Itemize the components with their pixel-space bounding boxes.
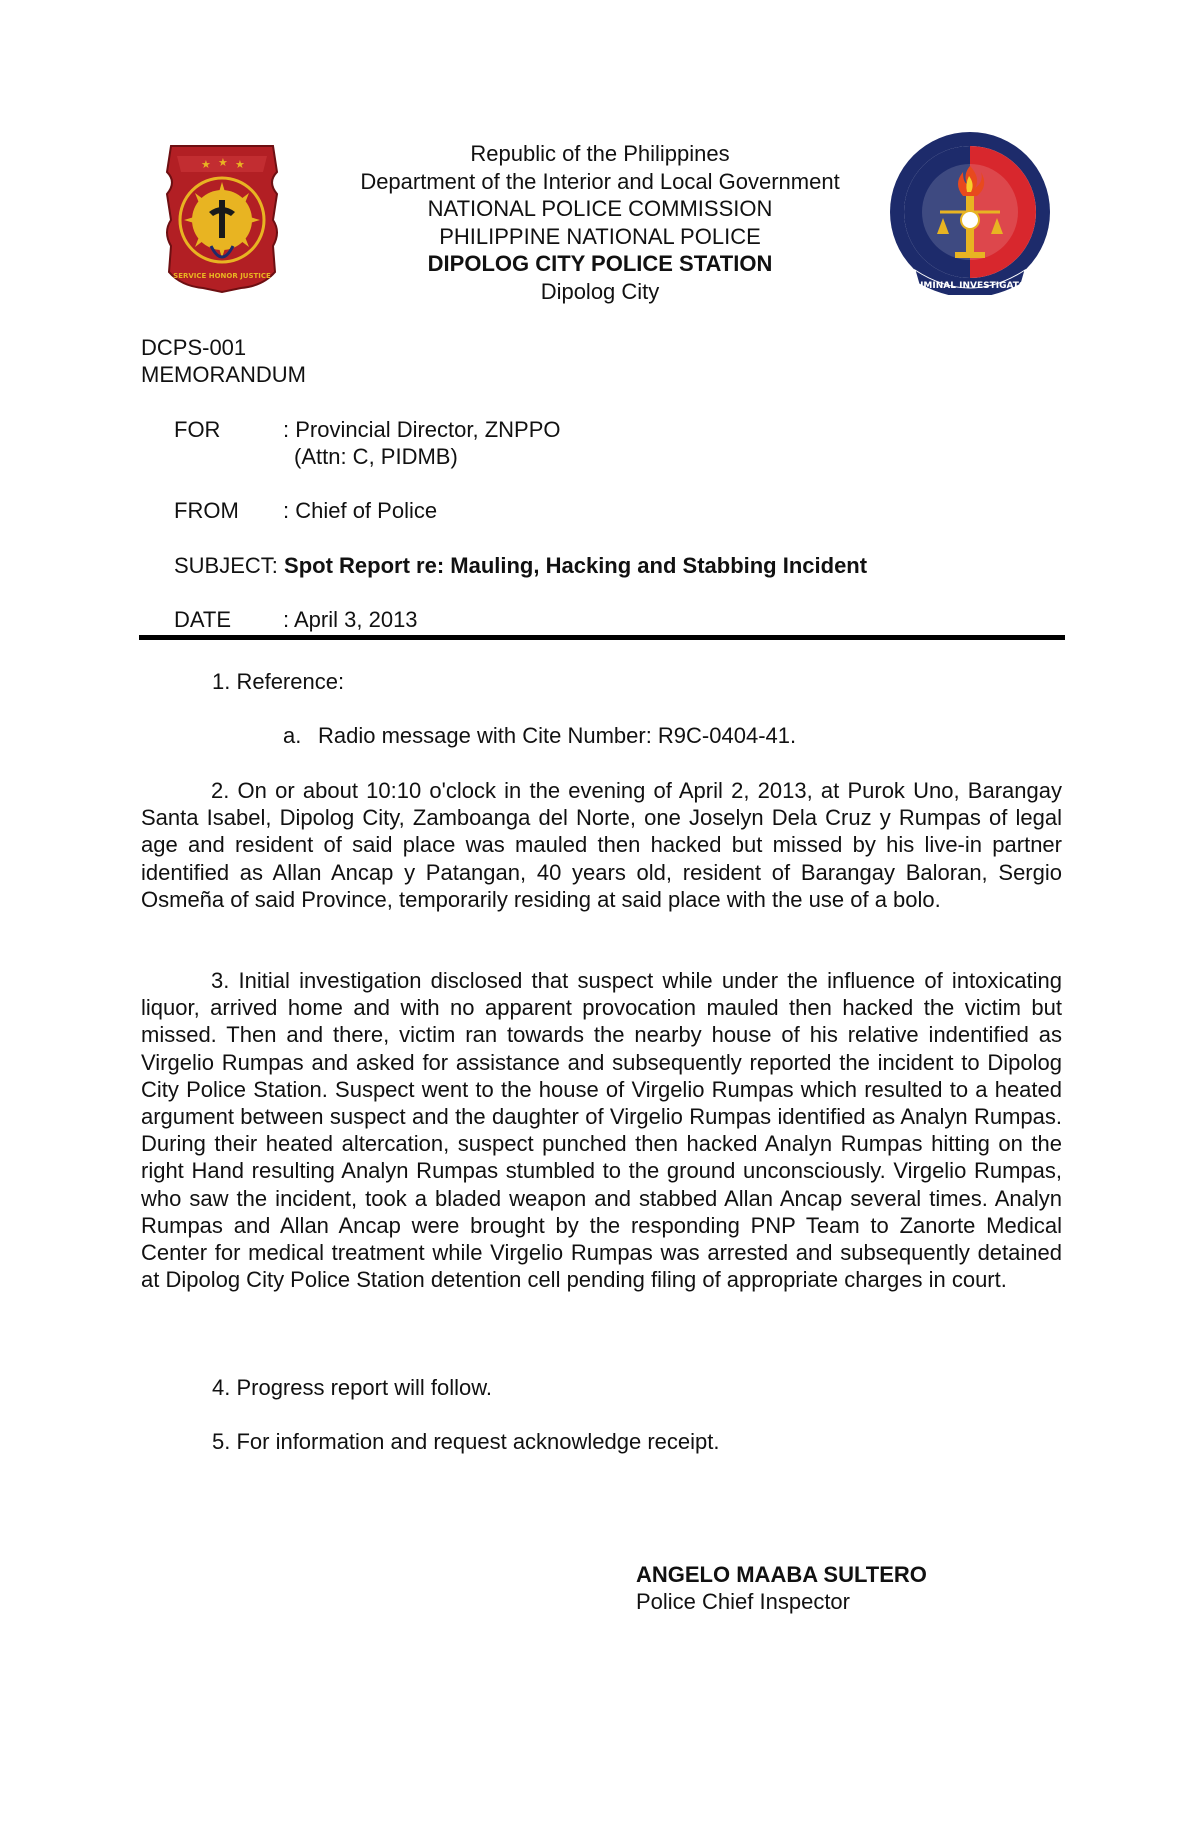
letterhead [320,140,880,305]
paragraph-2 [141,777,1062,913]
paragraph-3-text: 3. Initial investigation disclosed that suspect while under the influence of intoxicating liquor, arrived home and with no apparent provocation mauled then hacked the victim but missed. Then and there, victim ran towards the nearby house of his relative indentified as Virgelio Rumpas and asked for assistance and subsequently reported the incident to Dipolog City Police Station. Suspect went to the house of Virgelio Rumpas which resulted to a heated argument between suspect and the daughter of Virgelio Rumpas identified as Analyn Rumpas. During their heated altercation, suspect punched then hacked Analyn Rumpas hitting on the right Hand resulting Analyn Rumpas stumbled to the ground unconsciously. Virgelio Rumpas, who saw the incident, took a bladed weapon and stabbed Allan Ancap several times. Analyn Rumpas and Allan Ancap were brought by the responding PNP Team to Zanorte Medical Center for medical treatment while Virgelio Rumpas was arrested and subsequently detained at Dipolog City Police Station detention cell pending filing of appropriate charges in court. [141,968,1062,1293]
for-label: FOR [174,417,221,442]
paragraph-2-text: 2. On or about 10:10 o'clock in the evening of April 2, 2013, at Purok Uno, Barangay Santa Isabel, Dipolog City, Zamboanga del Norte, one Joselyn Dela Cruz y Rumpas of legal age and resident of said place was mauled then hacked but missed by his live-in partner identified as Allan Ancap y Patangan, 40 years old, resident of Barangay Baloran, Sergio Osmeña of said Province, temporarily residing at said place with the use of a bolo. [141,778,1062,912]
memo-title: MEMORANDUM [141,362,306,387]
for-value: : Provincial Director, ZNPPO [283,417,561,442]
reference-a-text: Radio message with Cite Number: R9C-0404-41. [318,723,797,748]
from-label: FROM [174,498,239,523]
signatory-name: ANGELO MAABA SULTERO [636,1562,927,1587]
date-value: : April 3, 2013 [283,607,418,632]
subject-value: Spot Report re: Mauling, Hacking and Stabbing Incident [284,553,868,578]
paragraph-4: 4. Progress report will follow. [212,1375,492,1400]
svg-text:★: ★ [218,156,228,169]
subject-label: SUBJECT: [174,553,278,578]
svg-text:★: ★ [201,158,211,171]
for-attention: (Attn: C, PIDMB) [294,444,458,469]
header-city: Dipolog City [540,278,660,304]
header-pnp: PHILIPPINE NATIONAL POLICE [439,223,761,249]
reference-heading: 1. Reference: [212,669,345,694]
pnp-seal-logo [163,142,281,294]
memo-code: DCPS-001 [141,335,247,360]
from-value: : Chief of Police [283,498,438,523]
svg-text:★: ★ [235,158,245,171]
header-divider [139,635,1065,640]
paragraph-3 [141,967,1062,1293]
paragraph-5: 5. For information and request acknowledge receipt. [212,1429,720,1454]
reference-a-marker: a. [283,723,302,748]
cic-seal-logo [885,130,1055,295]
header-station: DIPOLOG CITY POLICE STATION [427,251,773,276]
header-napolcom: NATIONAL POLICE COMMISSION [427,196,773,221]
header-republic: Republic of the Philippines [470,141,730,166]
pnp-seal-motto: SERVICE HONOR JUSTICE [173,272,271,280]
cic-seal-bottom-text: CRIMINAL INVESTIGATOR [906,281,1034,291]
subject-line [174,552,867,579]
header-dilg: Department of the Interior and Local Government [360,168,840,194]
signatory-title: Police Chief Inspector [636,1589,850,1614]
date-label: DATE [174,607,232,632]
